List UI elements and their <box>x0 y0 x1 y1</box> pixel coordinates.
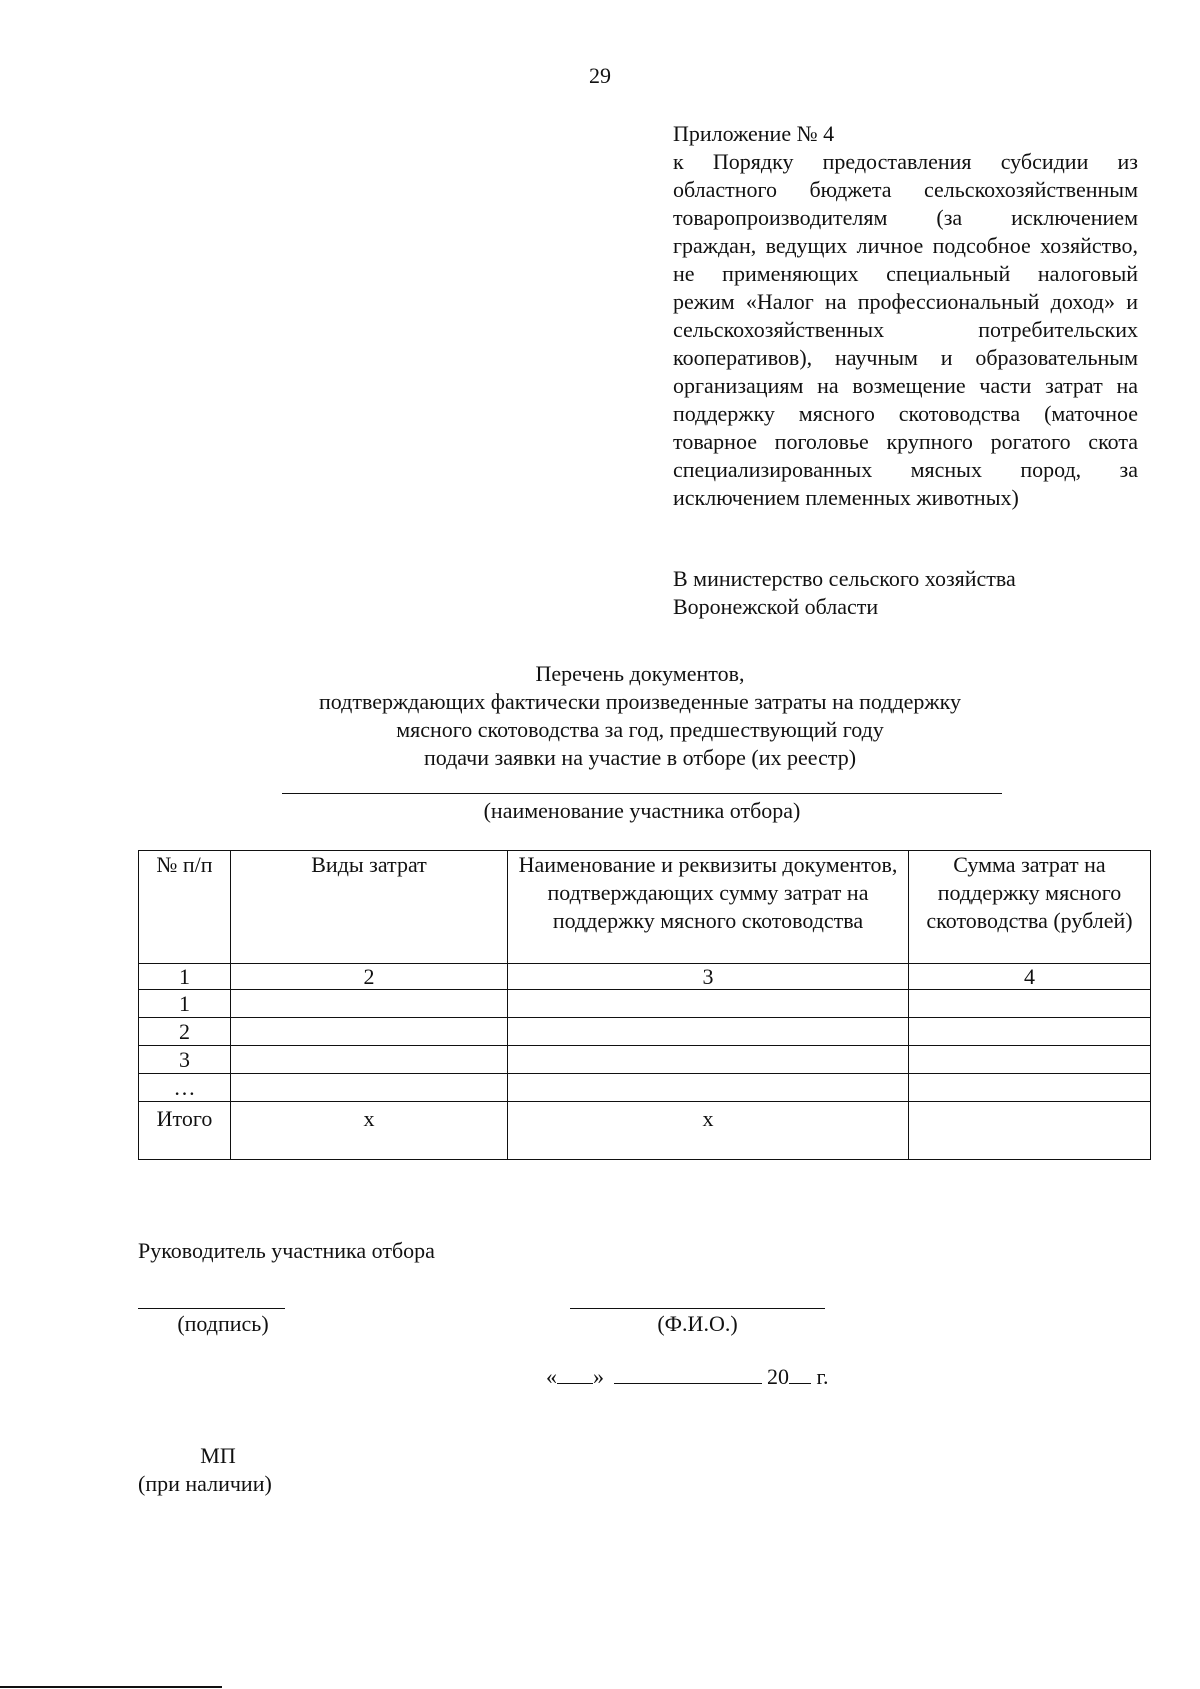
appendix-body: к Порядку предоставления субсидии из областного бюджета сельскохозяйственным товаропроизводителям (за исключением граждан, ведущих личное подсобное хозяйство, не применяющих специальный налоговый режим «Налог на профессиональный доход» и сельскохозяйственных потребительских кооперативов), научным и образовательным организациям на возмещение части затрат на поддержку мясного скотоводства (маточное товарное поголовье крупного рогатого скота специализированных мясных пород, за исключением племенных животных) <box>673 149 1138 510</box>
footer-rule <box>0 1686 222 1688</box>
appendix-title: Приложение № 4 <box>673 121 835 146</box>
participant-caption: (наименование участника отбора) <box>483 798 801 823</box>
table-cell-number: … <box>139 1074 231 1102</box>
recipient-line-2: Воронежской области <box>673 594 879 619</box>
table-cell <box>231 1046 508 1074</box>
appendix-block <box>673 120 1138 512</box>
table-row <box>139 1074 1151 1102</box>
column-number-cell: 1 <box>139 964 231 990</box>
header-cell-number: № п/п <box>139 851 231 964</box>
table-cell <box>231 990 508 1018</box>
table-column-numbers-row <box>139 964 1151 990</box>
stamp-label: МП <box>200 1443 236 1468</box>
table-cell-number: 2 <box>139 1018 231 1046</box>
stamp-block <box>138 1442 298 1498</box>
name-caption: (Ф.И.О.) <box>657 1311 738 1336</box>
table-cell <box>508 990 909 1018</box>
document-title-line-2: подтверждающих фактически произведенные затраты на поддержку <box>319 689 961 714</box>
header-cell-amount: Сумма затрат на поддержку мясного скотоводства (рублей) <box>909 851 1151 964</box>
stamp-note: (при наличии) <box>138 1471 272 1496</box>
document-title-line-3: мясного скотоводства за год, предшествующий году <box>396 717 884 742</box>
date-line <box>546 1361 829 1391</box>
document-title-line-4: подачи заявки на участие в отборе (их реестр) <box>423 745 857 770</box>
column-number-cell: 2 <box>231 964 508 990</box>
table-total-row <box>139 1102 1151 1160</box>
table-cell <box>909 1046 1151 1074</box>
total-amount-cell <box>909 1102 1151 1160</box>
month-blank <box>614 1361 762 1384</box>
table-cell <box>231 1074 508 1102</box>
column-number-cell: 3 <box>508 964 909 990</box>
page-number: 29 <box>589 63 611 88</box>
table-row <box>139 1018 1151 1046</box>
date-open-quote: « <box>546 1364 557 1389</box>
document-title <box>0 660 1200 772</box>
table-cell <box>508 1046 909 1074</box>
signature-caption: (подпись) <box>177 1311 269 1336</box>
header-cell-documents: Наименование и реквизиты документов, подтверждающих сумму затрат на поддержку мясного скотоводства <box>508 851 909 964</box>
table-cell <box>909 990 1151 1018</box>
date-year-prefix: 20 <box>767 1364 789 1389</box>
date-close-quote: » <box>593 1364 604 1389</box>
table-cell <box>909 1018 1151 1046</box>
head-of-participant-label: Руководитель участника отбора <box>138 1238 435 1263</box>
recipient-block <box>673 565 1138 621</box>
total-label-cell: Итого <box>139 1102 231 1160</box>
year-blank <box>789 1361 811 1384</box>
cost-documents-table <box>138 850 1151 1160</box>
table-row <box>139 990 1151 1018</box>
recipient-line-1: В министерство сельского хозяйства <box>673 566 1016 591</box>
table-cell <box>508 1074 909 1102</box>
table-row <box>139 1046 1151 1074</box>
day-blank <box>557 1361 593 1384</box>
total-cell: x <box>508 1102 909 1160</box>
signature-line <box>138 1308 285 1309</box>
date-year-suffix: г. <box>816 1364 829 1389</box>
header-cell-cost-type: Виды затрат <box>231 851 508 964</box>
participant-name-line <box>282 793 1002 794</box>
total-cell: x <box>231 1102 508 1160</box>
table-cell-number: 1 <box>139 990 231 1018</box>
table-header-row <box>139 851 1151 964</box>
document-title-line-1: Перечень документов, <box>535 661 745 686</box>
table-cell-number: 3 <box>139 1046 231 1074</box>
table-cell <box>909 1074 1151 1102</box>
table-cell <box>231 1018 508 1046</box>
name-line <box>570 1308 825 1309</box>
column-number-cell: 4 <box>909 964 1151 990</box>
table-cell <box>508 1018 909 1046</box>
